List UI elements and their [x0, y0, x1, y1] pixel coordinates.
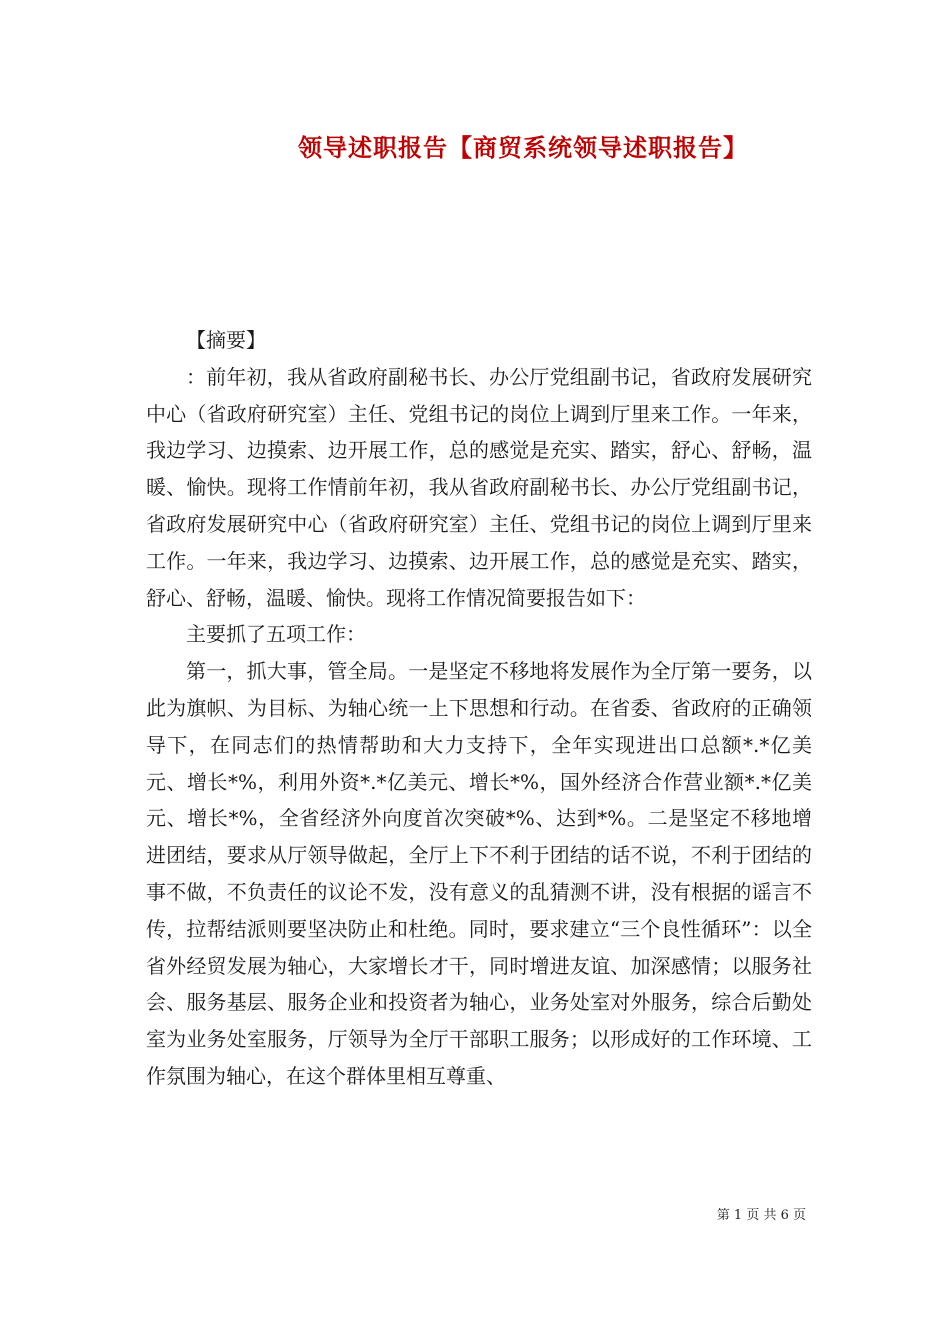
page-number: 第 1 页 共 6 页	[716, 1208, 806, 1223]
section-intro: 主要抓了五项工作：	[186, 622, 366, 647]
document-body	[146, 322, 812, 1095]
document-title: 领导述职报告【商贸系统领导述职报告】	[298, 133, 748, 162]
abstract-heading: 【摘要】	[186, 328, 266, 352]
abstract-paragraph: ：前年初，我从省政府副秘书长、办公厅党组副书记，省政府发展研究中心（省政府研究室）主任、党组书记的岗位上调到厅里来工作。一年来，我边学习、边摸索、边开展工作，总的感觉是充实、踏实，舒心、舒畅，温暖、愉快。现将工作情前年初，我从省政府副秘书长、办公厅党组副书记，省政府发展研究中心（省政府研究室）主任、党组书记的岗位上调到厅里来工作。一年来，我边学习、边摸索、边开展工作，总的感觉是充实、踏实，舒心、舒畅，温暖、愉快。现将工作情况简要报告如下：	[146, 364, 812, 610]
section-first-paragraph: 第一，抓大事，管全局。一是坚定不移地将发展作为全厅第一要务，以此为旗帜、为目标、为轴心统一上下思想和行动。在省委、省政府的正确领导下，在同志们的热情帮助和大力支持下，全年实现进出口总额*.*亿美元、增长*%，利用外资*.*亿美元、增长*%，国外经济合作营业额*.*亿美元、增长*%，全省经济外向度首次突破*%、达到*%。二是坚定不移地增进团结，要求从厅领导做起，全厅上下不利于团结的话不说，不利于团结的事不做，不负责任的议论不发，没有意义的乱猜测不讲，没有根据的谣言不传，拉帮结派则要坚决防止和杜绝。同时，要求建立“三个良性循环”：以全省外经贸发展为轴心，大家增长才干，同时增进友谊、加深感情；以服务社会、服务基层、服务企业和投资者为轴心，业务处室对外服务，综合后勤处室为业务处室服务，厅领导为全厅干部职工服务；以形成好的工作环境、工作氛围为轴心，在这个群体里相互尊重、	[146, 659, 812, 1088]
